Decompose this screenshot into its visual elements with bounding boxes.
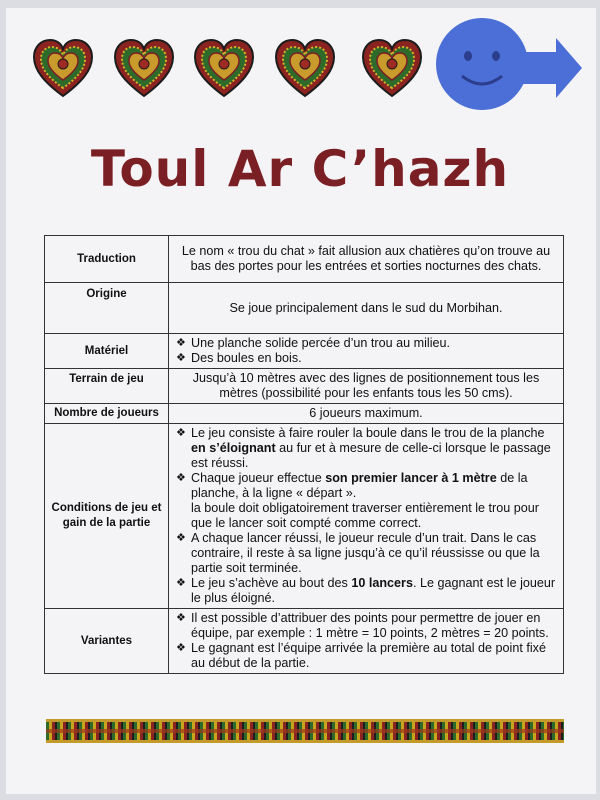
list-item: ❖ Chaque joueur effectue son premier lancer à 1 mètre de la planche, à la ligne « départ ». (176, 471, 528, 500)
row-value-terrain: Jusqu’à 10 mètres avec des lignes de positionnement tous les mètres (possibilité pour les enfants tous les 50 cms). (169, 369, 564, 404)
row-label-variantes: Variantes (45, 609, 169, 674)
row-label-conditions: Conditions de jeu et gain de la partie (45, 424, 169, 609)
list-item: ❖ Le jeu s’achève au bout des 10 lancers. Le gagnant est le joueur le plus éloigné. (176, 576, 556, 605)
bullet-icon: ❖ (176, 352, 186, 364)
row-label-joueurs: Nombre de joueurs (45, 404, 169, 424)
row-label-terrain: Terrain de jeu (45, 369, 169, 404)
bullet-icon: ❖ (176, 532, 186, 544)
list-item: ❖ Le gagnant est l’équipe arrivée la première au total de point fixé au début de la partie. (176, 641, 546, 670)
list-item: ❖ A chaque lancer réussi, le joueur recule d’un trait. Dans le cas contraire, il reste à sa ligne jusqu’à ce qu’il réussisse ou que la partie soit terminée. (176, 531, 540, 575)
rules-table (44, 235, 564, 674)
list-item: ❖ Il est possible d’attribuer des points pour permettre de jouer en équipe, par exemple : 1 mètre = 10 points, 2 mètres = 20 points. (176, 611, 549, 640)
list-item: la boule doit obligatoirement traverser entièrement le trou pour que le lancer soit compté comme correct. (191, 501, 539, 530)
table-row (45, 404, 564, 424)
table-row (45, 369, 564, 404)
bullet-icon: ❖ (176, 472, 186, 484)
heart-icon (115, 40, 173, 96)
row-value-materiel (169, 334, 564, 369)
decor-row (0, 0, 600, 120)
decorative-border-strip (46, 719, 564, 743)
smiley-arrow-icon (436, 18, 582, 110)
table-row (45, 424, 564, 609)
page-title: Toul Ar C’hazh (90, 140, 510, 198)
bullet-icon: ❖ (176, 612, 186, 624)
bullet-icon: ❖ (176, 337, 186, 349)
list-item: ❖ Le jeu consiste à faire rouler la boule dans le trou de la planche en s’éloignant au fur et à mesure de celle-ci lorsque le passage est réussi. (176, 426, 551, 470)
row-value-traduction: Le nom « trou du chat » fait allusion aux chatières qu’on trouve au bas des portes pour les entrées et sorties nocturnes des chats. (169, 236, 564, 283)
row-value-origine: Se joue principalement dans le sud du Morbihan. (169, 283, 564, 334)
heart-icon (276, 40, 334, 96)
bullet-icon: ❖ (176, 427, 186, 439)
row-value-conditions (169, 424, 564, 609)
heart-icon (195, 40, 253, 96)
row-label-traduction: Traduction (45, 236, 169, 283)
table-row (45, 609, 564, 674)
bullet-icon: ❖ (176, 642, 186, 654)
strip-center-line (46, 729, 564, 733)
row-value-variantes (169, 609, 564, 674)
table-row (45, 283, 564, 334)
row-label-origine: Origine (45, 283, 169, 334)
row-value-joueurs: 6 joueurs maximum. (169, 404, 564, 424)
table-row (45, 334, 564, 369)
list-item: ❖ Une planche solide percée d’un trou au milieu. (176, 336, 451, 350)
bullet-icon: ❖ (176, 577, 186, 589)
table-row (45, 236, 564, 283)
heart-icon (34, 40, 92, 96)
row-label-materiel: Matériel (45, 334, 169, 369)
heart-icon (363, 40, 421, 96)
list-item: ❖ Des boules en bois. (176, 351, 302, 365)
